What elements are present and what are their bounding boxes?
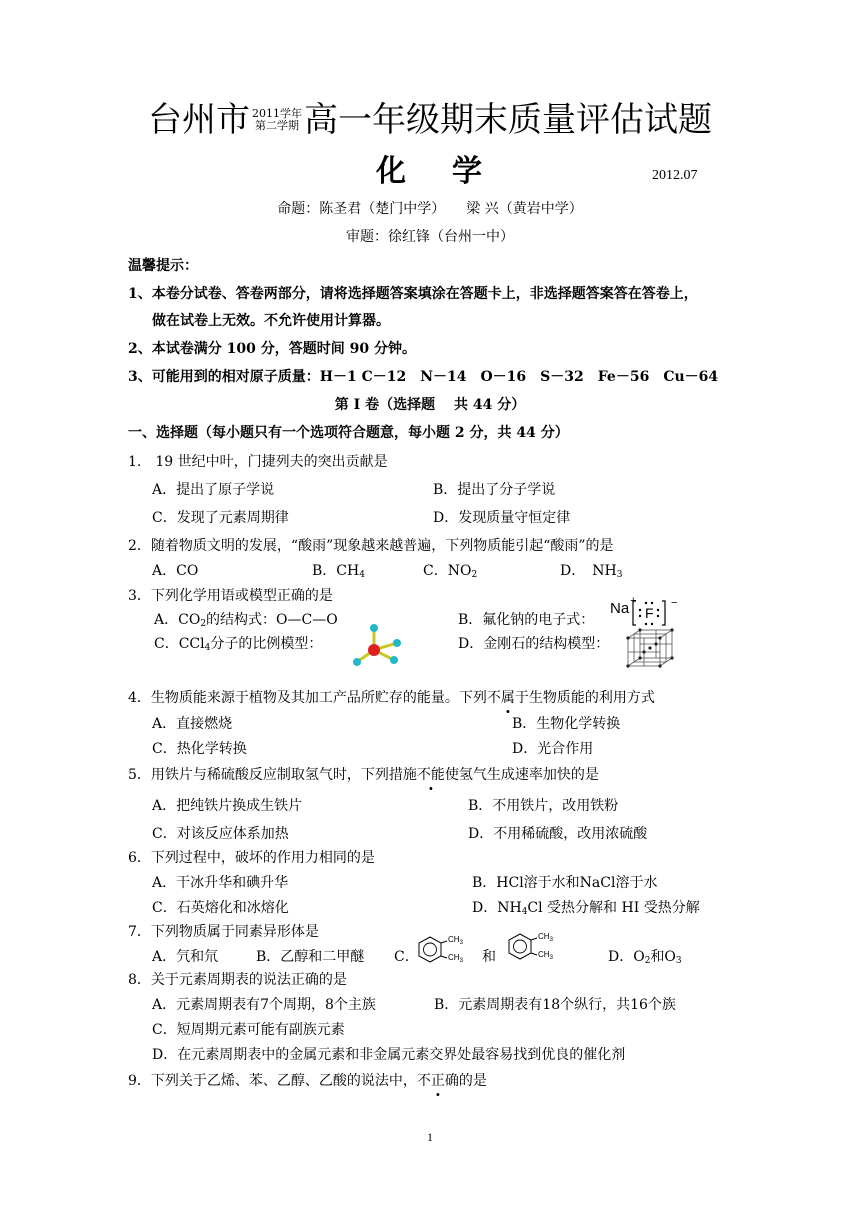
q5-stem-part-2: 使氢气生成速率加快的是 [444,767,599,783]
q2-c-sub: 2 [471,570,478,580]
q2-option-b [312,561,365,585]
q2-option-d [560,561,622,585]
q3-option-b: B．氟化钠的电子式： [458,612,595,628]
part-1-heading: 第 I 卷（选择题 共 44 分） [334,397,526,413]
na-symbol: Na [610,600,630,617]
f-symbol: F [645,605,654,621]
q8-stem: 8．关于元素周期表的说法正确的是 [128,972,347,988]
q2-d-sub: 3 [616,570,623,580]
naf-electron-dot-formula: Na + − F [610,598,666,628]
q7-option-d [608,947,682,971]
q9-stem-part-1: 9．下列关于乙烯、苯、乙醇、乙酸的说法中， [128,1073,417,1089]
diamond-structure-icon [626,628,676,668]
q9-stem-part-2: 的是 [458,1073,487,1089]
q6-d-rest: Cl 受热分解和 HI 受热分解 [527,900,700,916]
o-xylene-methyl-1: $CH_3$ [448,935,463,946]
q4-option-a: A．直接燃烧 [152,716,233,732]
q4-stem [128,688,655,708]
xylene-methyl-1: $CH_3$ [538,932,553,943]
q1-option-c: C．发现了元素周期律 [152,510,289,526]
q3-stem: 3．下列化学用语或模型正确的是 [128,588,333,604]
q7-and: 和 [482,949,496,965]
reviewer-line: 审题：徐红锋（台州一中） [346,229,514,245]
q7-d-sub-2: 3 [675,956,682,966]
section-1-heading: 一、选择题（每小题只有一个选项符合题意，每小题 2 分，共 44 分） [128,425,569,441]
tip-3: 3、可能用到的相对原子质量：H－1 C－12 N－14 O－16 S－32 Fe－56 Cu－64 [128,369,719,385]
exam-date: 2012.07 [652,168,698,183]
q8-option-c: C．短周期元素可能有副族元素 [152,1022,345,1038]
q6-option-d [472,898,700,922]
q2-stem: 2．随着物质文明的发展，“酸雨”现象越来越普遍，下列物质能引起“酸雨”的是 [128,538,614,554]
q7-d-and: 和O [650,949,676,965]
q7-d-text: D．O [608,949,645,965]
q5-option-c: C．对该反应体系加热 [152,826,289,842]
subject-char-2: 学 [452,154,484,189]
q3-c-sub: 4 [204,643,211,653]
page-number: 1 [427,1130,433,1144]
q6-option-b: B．HCl溶于水和NaCl溶于水 [472,875,658,891]
tips-heading: 温馨提示： [128,258,198,274]
q3-option-d: D．金刚石的结构模型： [458,636,610,652]
tip-1-line-2: 做在试卷上无效。不允许使用计算器。 [152,313,390,329]
q2-b-text: B．CH [312,563,360,579]
q6-d-sub: 4 [521,907,528,917]
year-bottom: 第二学期 [255,119,299,132]
q2-c-text: C．NO [423,563,472,579]
q2-option-a: A．CO [152,563,199,579]
q5-stem [128,765,599,785]
q5-stem-part-1: 5．用铁片与稀硫酸反应制取氢气时，下列措施 [128,767,417,783]
q3-a-sub: 2 [200,619,207,629]
title-city: 台州市 [148,100,250,140]
q6-option-a: A．干冰升华和碘升华 [152,875,289,891]
q1-stem: 1. 19 世纪中叶，门捷列夫的突出贡献是 [128,454,388,470]
q4-emphasis: 不属于 [486,690,529,706]
xylene-methyl-2: $CH_3$ [538,950,553,961]
q2-option-c [423,561,477,585]
q2-d-text: D． NH [560,563,617,579]
ccl4-model-icon [348,622,408,672]
q5-option-b: B．不用铁片，改用铁粉 [468,798,619,814]
q7-stem: 7．下列物质属于同素异形体是 [128,924,319,940]
q5-option-d: D．不用稀硫酸，改用浓硫酸 [468,826,648,842]
q4-option-c: C．热化学转换 [152,741,247,757]
q6-option-c: C．石英熔化和冰熔化 [152,900,289,916]
q8-option-a: A．元素周期表有7个周期，8个主族 [152,997,376,1013]
q3-c-label: 分子的比例模型： [210,636,323,652]
svg-text:−: − [671,597,678,609]
school-year [252,108,302,132]
q5-option-a: A．把纯铁片换成生铁片 [152,798,303,814]
subject-title [0,152,860,192]
exam-title [0,98,860,142]
q4-stem-part-1: 4．生物质能来源于植物及其加工产品所贮存的能量。下列 [128,690,487,706]
q3-c-text: C．CCl [154,636,205,652]
subject-char-1: 化 [376,154,408,189]
q4-stem-part-2: 生物质能的利用方式 [528,690,655,706]
q7-option-c: C． [394,949,419,965]
q1-option-b: B．提出了分子学说 [433,482,556,498]
q9-emphasis: 不正确 [416,1073,459,1089]
q2-b-sub: 4 [359,570,365,580]
authors-line: 命题：陈圣君（楚门中学） 梁 兴（黄岩中学） [277,201,583,217]
q9-stem [128,1071,487,1091]
q7-option-a: A．氕和氘 [152,949,219,965]
q1-option-d: D．发现质量守恒定律 [433,510,571,526]
q4-option-d: D．光合作用 [512,741,594,757]
o-xylene-methyl-2: $CH_3$ [448,953,463,964]
q6-stem: 6．下列过程中，破坏的作用力相同的是 [128,850,375,866]
title-main: 高一年级期末质量评估试题 [304,100,712,140]
q3-option-c [154,634,322,658]
tip-2: 2、本试卷满分 100 分，答题时间 90 分钟。 [128,341,416,357]
q5-emphasis: 不能 [416,767,445,783]
q1-option-a: A．提出了原子学说 [152,482,275,498]
q7-d-sub-1: 2 [644,956,651,966]
tip-1-line-1: 1、本卷分试卷、答卷两部分，请将选择题答案填涂在答题卡上，非选择题答案答在答卷上， [128,286,698,302]
q3-a-text: A．CO [154,612,201,628]
q3-option-a [154,610,338,634]
q7-option-b: B．乙醇和二甲醚 [256,949,365,965]
q8-option-d: D．在元素周期表中的金属元素和非金属元素交界处最容易找到优良的催化剂 [152,1047,626,1063]
q3-a-formula: 的结构式：O—C—O [206,612,338,628]
year-top: 2011学年 [252,107,302,120]
q6-d-text: D．NH [472,900,522,916]
q4-option-b: B．生物化学转换 [512,716,621,732]
q8-option-b: B．元素周期表有18个纵行，共16个族 [434,997,676,1013]
